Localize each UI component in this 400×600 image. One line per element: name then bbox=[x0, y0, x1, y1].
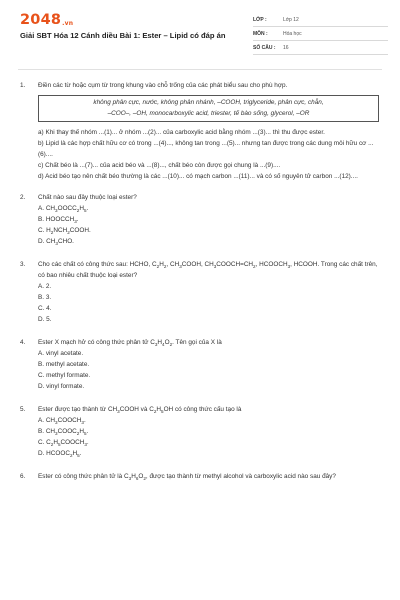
meta-row-count bbox=[253, 41, 388, 55]
option-c[interactable]: C. methyl formate. bbox=[38, 372, 91, 379]
statement-c: c) Chất béo là ...(7)... của acid béo và ...(8)..., chất béo còn được gọi chung là ...(9).... bbox=[38, 162, 281, 169]
statement-d: d) Acid béo tạo nên chất béo thường là các ...(10)... có mạch carbon ...(11)... và có số nguyên tử carbon ...(12).... bbox=[38, 173, 358, 180]
question-number: 6. bbox=[20, 473, 26, 480]
question-text: Chất nào sau đây thuộc loại ester? bbox=[38, 194, 137, 201]
meta-value: Lớp 12 bbox=[283, 16, 299, 23]
option-a[interactable]: A. 2. bbox=[38, 283, 52, 290]
question-5 bbox=[20, 404, 382, 459]
question-2 bbox=[20, 192, 382, 247]
word-box-line: –COO–, –OH, monocarboxylic acid, triester, tế bào sống, glycerol, –OR bbox=[107, 109, 310, 117]
option-c[interactable]: C. $C_2H_5COOCH_3$. bbox=[38, 439, 89, 447]
statement-b: b) Lipid là các hợp chất hữu cơ có trong ...(4)..., không tan trong ...(5)... nhưng tan được trong các dung môi hữu cơ ...(6).... bbox=[38, 140, 374, 158]
logo-suffix: .vn bbox=[62, 20, 74, 27]
question-number: 1. bbox=[20, 82, 26, 89]
question-3 bbox=[20, 259, 382, 325]
option-d[interactable]: D. $HCOOC_2H_5$. bbox=[38, 450, 82, 458]
document-header bbox=[0, 0, 400, 70]
meta-row-grade bbox=[253, 13, 388, 27]
word-box bbox=[38, 95, 379, 122]
document-title: Giải SBT Hóa 12 Cánh diều Bài 1: Ester – Lipid có đáp án bbox=[20, 31, 226, 40]
meta-value: Hóa học bbox=[283, 30, 302, 37]
logo-text: 2048 bbox=[20, 12, 62, 28]
option-a[interactable]: A. $CH_3OOCC_2H_5$. bbox=[38, 205, 89, 213]
meta-row-subject bbox=[253, 27, 388, 41]
option-b[interactable]: B. methyl acetate. bbox=[38, 361, 90, 368]
option-d[interactable]: D. vinyl formate. bbox=[38, 383, 85, 390]
meta-value: 16 bbox=[283, 44, 289, 51]
option-a[interactable]: A. $CH_3COOCH_3$. bbox=[38, 417, 86, 425]
question-number: 3. bbox=[20, 261, 26, 268]
meta-label: LỚP : bbox=[253, 16, 267, 23]
question-list bbox=[20, 80, 382, 482]
option-b[interactable]: B. $HOOCCH_3$. bbox=[38, 216, 79, 224]
question-text: Ester được tạo thành từ $CH_3COOH$ và $C_2H_5OH$ có công thức cấu tạo là bbox=[38, 406, 242, 414]
question-text: Ester X mạch hở có công thức phân tử $C_3H_4O_2$. Tên gọi của X là bbox=[38, 339, 222, 347]
word-box-line: không phân cực, nước, không phân nhánh, –COOH, triglyceride, phân cực, chẵn, bbox=[93, 99, 324, 106]
statement-a: a) Khi thay thế nhóm ...(1)... ở nhóm ...(2)... của carboxylic acid bằng nhóm ...(3)... thì thu được ester. bbox=[38, 129, 325, 136]
question-number: 2. bbox=[20, 194, 26, 201]
meta-table bbox=[253, 13, 388, 55]
question-text: Điền các từ hoặc cụm từ trong khung vào chỗ trống của các phát biểu sau cho phù hợp. bbox=[38, 82, 288, 89]
question-4 bbox=[20, 337, 382, 392]
question-number: 4. bbox=[20, 339, 26, 346]
header-divider bbox=[18, 69, 382, 70]
option-a[interactable]: A. vinyl acetate. bbox=[38, 350, 84, 357]
question-number: 5. bbox=[20, 406, 26, 413]
meta-label: MÔN : bbox=[253, 30, 268, 37]
option-c[interactable]: C. 4. bbox=[38, 305, 52, 312]
question-text: Cho các chất có công thức sau: HCHO, $C_2H_2$, $CH_3COOH$, $CH_3COOCH=CH_2$, $HCOOCH_3$, HCOOH. Trong các chất trên, có bao nhiêu chất thuộc loại ester? bbox=[38, 261, 378, 279]
site-logo[interactable] bbox=[20, 12, 73, 28]
question-6 bbox=[20, 471, 382, 482]
option-b[interactable]: B. 3. bbox=[38, 294, 52, 301]
question-text: Ester có công thức phân tử là $C_3H_6O_2$, được tạo thành từ methyl alcohol và carboxylic acid nào sau đây? bbox=[38, 473, 336, 481]
option-b[interactable]: B. $CH_3COOC_2H_5$. bbox=[38, 428, 89, 436]
option-d[interactable]: D. $CH_3CHO$. bbox=[38, 238, 74, 246]
option-d[interactable]: D. 5. bbox=[38, 316, 52, 323]
question-1 bbox=[20, 80, 382, 182]
option-c[interactable]: C. $H_2NCH_2COOH$. bbox=[38, 227, 91, 235]
meta-label: SỐ CÂU : bbox=[253, 44, 276, 51]
